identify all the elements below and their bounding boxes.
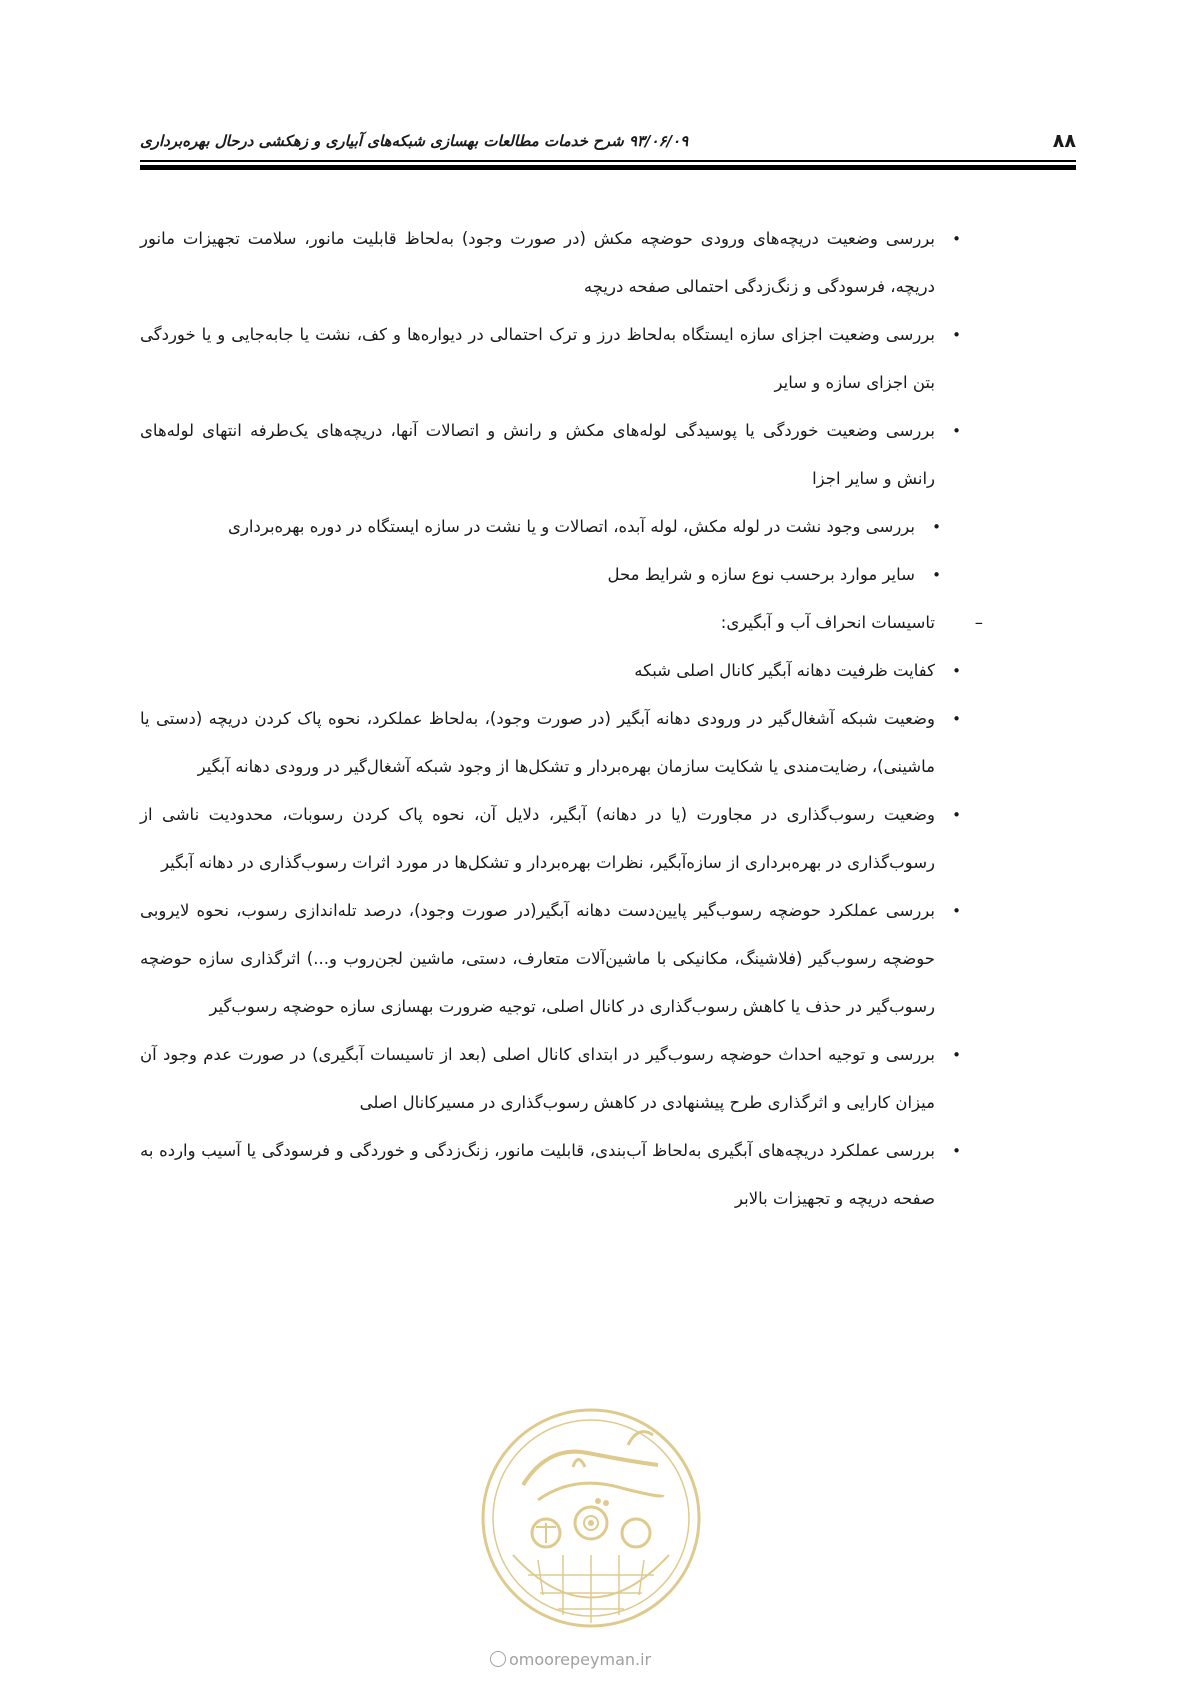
body-content	[140, 215, 983, 1223]
bullet-icon: •	[952, 902, 961, 920]
list-item-text: سایر موارد برحسب نوع سازه و شرایط محل	[607, 565, 915, 584]
bullet-icon: •	[952, 806, 961, 824]
bullet-icon: •	[932, 566, 941, 584]
section-heading-text: تاسیسات انحراف آب و آبگیری:	[720, 613, 935, 632]
bullet-icon: •	[932, 518, 941, 536]
list-item	[140, 1031, 961, 1127]
list-item-text: بررسی وجود نشت در لوله مکش، لوله آبده، اتصالات و یا نشت در سازه ایستگاه در دوره بهره‌برداری	[228, 517, 915, 536]
list-item	[140, 311, 961, 407]
page-header	[140, 130, 1076, 160]
list-item	[140, 695, 961, 791]
list-item	[140, 887, 961, 1031]
header-rule-thin	[140, 160, 1076, 162]
bullet-icon: •	[952, 1046, 961, 1064]
watermark-url-text: omoorepeyman.ir	[509, 1650, 652, 1669]
list-item-text: بررسی وضعیت خوردگی یا پوسیدگی لوله‌های مکش و رانش و اتصالات آنها، دریچه‌های یک‌طرفه انتهای لوله‌های رانش و سایر اجزا	[140, 421, 935, 488]
running-title: ۹۳/۰۶/۰۹ شرح خدمات مطالعات بهسازی شبکه‌های آبیاری و زهکشی درحال بهره‌برداری	[140, 132, 689, 150]
list-item-text: وضعیت رسوب‌گذاری در مجاورت (یا در دهانه) آبگیر، دلایل آن، نحوه پاک کردن رسوبات، محدودیت ناشی از رسوب‌گذاری در بهره‌برداری از سازه‌آبگیر، نظرات بهره‌بردار و تشکل‌ها در مورد اثرات رسوب‌گذاری در دهانه آبگیر	[140, 805, 935, 872]
section-heading	[140, 599, 983, 647]
list-item-text: بررسی وضعیت دریچه‌های ورودی حوضچه مکش (در صورت وجود) به‌لحاظ قابلیت مانور، سلامت تجهیزات مانور دریچه، فرسودگی و زنگ‌زدگی احتمالی صفحه دریچه	[140, 229, 935, 296]
list-item	[140, 215, 961, 311]
list-item	[140, 791, 961, 887]
bullet-icon: •	[952, 326, 961, 344]
header-rule-thick	[140, 165, 1076, 170]
seal-logo	[478, 1405, 704, 1631]
bullet-icon: •	[952, 230, 961, 248]
page-number: ۸۸	[1052, 130, 1076, 152]
list-item-text: بررسی عملکرد دریچه‌های آبگیری به‌لحاظ آب‌بندی، قابلیت مانور، زنگ‌زدگی و خوردگی و فرسودگی یا آسیب وارده به صفحه دریچه و تجهیزات بالابر	[140, 1141, 935, 1208]
dash-marker: –	[974, 613, 983, 632]
list-item-text: وضعیت شبکه آشغال‌گیر در ورودی دهانه آبگیر (در صورت وجود)، به‌لحاظ عملکرد، نحوه پاک کردن دریچه (دستی یا ماشینی)، رضایت‌مندی یا شکایت سازمان بهره‌بردار و تشکل‌ها از وجود شبکه آشغال‌گیر در ورودی دهانه آبگیر	[140, 709, 935, 776]
bullet-icon: •	[952, 662, 961, 680]
list-item	[140, 407, 961, 503]
list-item	[140, 551, 955, 599]
bullet-icon: •	[952, 422, 961, 440]
watermark-url	[490, 1650, 710, 1669]
list-item-text: بررسی وضعیت اجزای سازه ایستگاه به‌لحاظ درز و ترک احتمالی در دیواره‌ها و کف، نشت یا جابه‌جایی و یا خوردگی بتن اجزای سازه و سایر	[140, 325, 935, 392]
bullet-icon: •	[952, 1142, 961, 1160]
list-item-text: بررسی و توجیه احداث حوضچه رسوب‌گیر در ابتدای کانال اصلی (بعد از تاسیسات آبگیری) در صورت عدم وجود آن میزان کارایی و اثرگذاری طرح پیشنهادی در کاهش رسوب‌گذاری در مسیرکانال اصلی	[140, 1045, 935, 1112]
bullet-icon: •	[952, 710, 961, 728]
list-item	[140, 647, 961, 695]
globe-icon	[490, 1651, 506, 1667]
list-item-text: بررسی عملکرد حوضچه رسوب‌گیر پایین‌دست دهانه آبگیر(در صورت وجود)، درصد تله‌اندازی رسوب، نحوه لایروبی حوضچه رسوب‌گیر (فلاشینگ، مکانیکی با ماشین‌آلات متعارف، دستی، ماشین لجن‌روب و...) اثرگذاری سازه حوضچه رسوب‌گیر در حذف یا کاهش رسوب‌گذاری در کانال اصلی، توجیه ضرورت بهسازی سازه حوضچه رسوب‌گیر	[140, 901, 935, 1016]
list-item	[140, 503, 955, 551]
list-item	[140, 1127, 961, 1223]
list-item-text: کفایت ظرفیت دهانه آبگیر کانال اصلی شبکه	[634, 661, 935, 680]
